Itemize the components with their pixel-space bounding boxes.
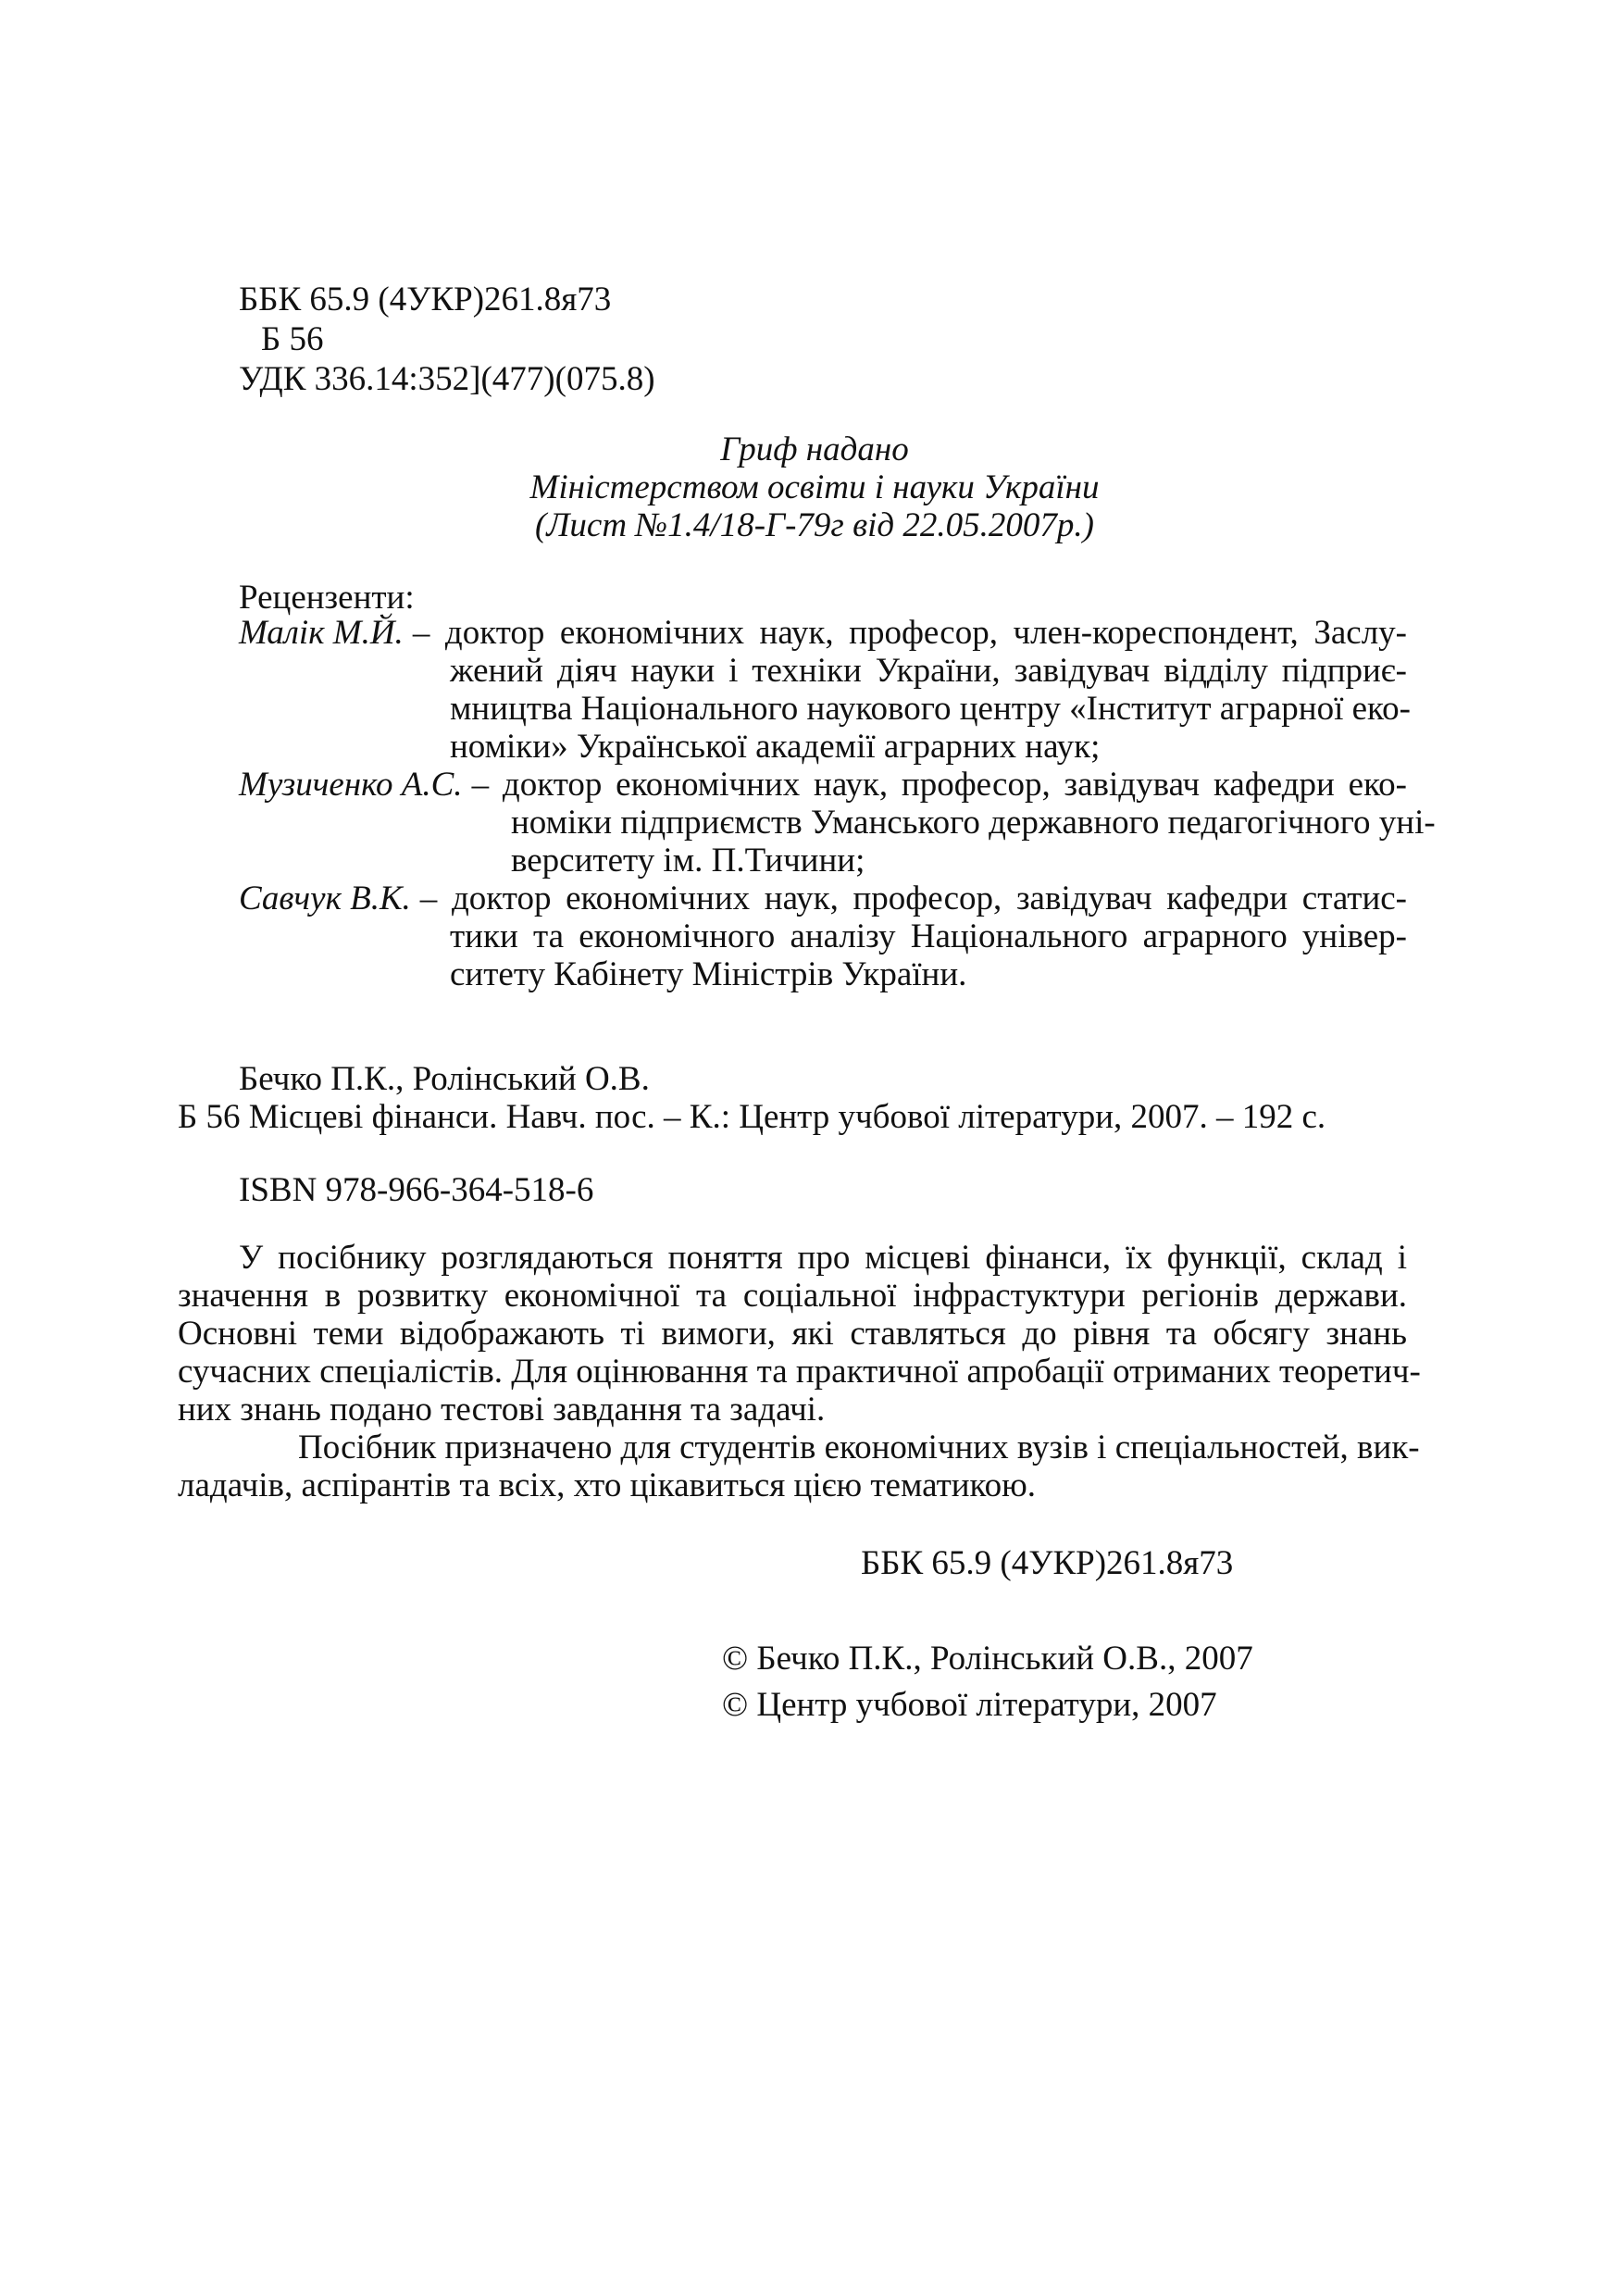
footer-bbk: ББК 65.9 (4УКР)261.8я73 [861,1544,1234,1582]
reviewer-line [239,766,1407,804]
reviewer-line [239,728,1407,766]
reviewers-heading: Рецензенти: [239,579,415,617]
copyright-authors: © Бечко П.К., Ролінський О.В., 2007 [722,1640,1253,1678]
reviewer-text: – доктор економічних наук, професор, член-кореспондент, Заслу- [412,614,1407,652]
bbk-code: ББК 65.9 (4УКР)261.8я73 [239,281,612,318]
grif-ministry: Міністерством освіти і науки України [529,468,1100,506]
grif-title: Гриф надано [720,430,909,468]
reviewer-name: Савчук В.К. [239,880,411,917]
grif-letter: (Лист №1.4/18-Г-79г від 22.05.2007р.) [535,506,1094,544]
reviewer-text: – доктор економічних наук, професор, завідувач кафедри статис- [419,880,1407,917]
annotation-line: Посібник призначено для студентів економічних вузів і спеціальностей, вик- [298,1429,1420,1466]
reviewer-entry [239,766,1436,880]
annotation-line: значення в розвитку економічної та соціальної інфрастуктури регіонів держави. [178,1277,1407,1315]
reviewer-line [239,842,1407,880]
reviewer-text: жений діяч науки і техніки України, завідувач відділу підприє- [450,652,1407,690]
reviewer-text: верситету ім. П.Тичини; [511,842,865,880]
reviewer-line [239,955,1407,993]
reviewer-text: номіки» Української академії аграрних наук; [450,728,1101,766]
annotation-paragraph [178,1429,1420,1504]
reviewer-line [239,917,1407,955]
reviewer-line [239,804,1436,842]
reviewer-name: Музиченко А.С. [239,766,463,804]
annotation-line: У посібнику розглядаються поняття про місцеві фінанси, їх функції, склад і [239,1239,1407,1277]
isbn: ISBN 978-966-364-518-6 [239,1171,594,1209]
reviewer-line [239,614,1407,652]
copyright-publisher: © Центр учбової літератури, 2007 [722,1686,1217,1724]
annotation-line: сучасних спеціалістів. Для оцінювання та практичної апробації отриманих теоретич- [178,1353,1421,1391]
reviewer-line [239,880,1407,917]
annotation-paragraph [178,1239,1421,1429]
book-authors: Бечко П.К., Ролінський О.В. [239,1060,650,1098]
annotation-line: ладачів, аспірантів та всіх, хто цікавиться цією тематикою. [178,1466,1037,1504]
udk-code: УДК 336.14:352](477)(075.8) [239,360,655,398]
reviewer-text: номіки підприємств Уманського державного педагогічного уні- [511,804,1436,842]
reviewer-text: – доктор економічних наук, професор, завідувач кафедри еко- [471,766,1407,804]
book-entry: Б 56 Місцеві фінанси. Навч. пос. – К.: Центр учбової літератури, 2007. – 192 с. [178,1098,1326,1136]
reviewer-entry [239,880,1407,993]
reviewer-name: Малік М.Й. [239,614,404,652]
reviewer-text: ситету Кабінету Міністрів України. [450,955,967,993]
reviewer-text: мництва Національного наукового центру «Інститут аграрної еко- [450,690,1411,728]
reviewer-entry [239,614,1411,766]
annotation-line: них знань подано тестові завдання та задачі. [178,1391,826,1429]
reviewer-text: тики та економічного аналізу Національного аграрного універ- [450,917,1407,955]
annotation-line: Основні теми відображають ті вимоги, які ставляться до рівня та обсягу знань [178,1315,1407,1353]
reviewer-line [239,690,1411,728]
reviewer-line [239,652,1407,690]
author-sign-code: Б 56 [261,320,324,358]
